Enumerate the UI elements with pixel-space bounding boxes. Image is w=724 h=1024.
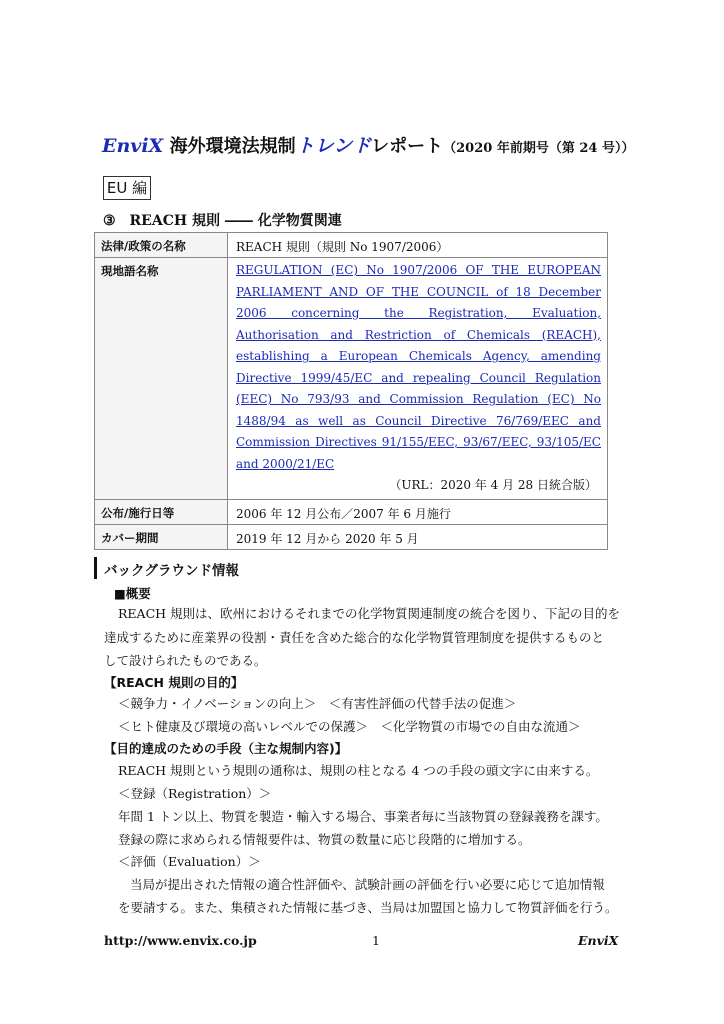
overview-line-2: 達成するために産業界の役割・責任を含めた総合的な化学物質管理制度を提供するものと	[104, 630, 605, 645]
means-line-7: を要請する。また、集積された情報に基づき、当局は加盟国と協力して物質評価を行う。	[118, 900, 618, 915]
footer-brand: EnviX	[578, 933, 619, 948]
regulation-info-table	[94, 232, 608, 550]
purpose-line-2: ＜ヒト健康及び環境の高いレベルでの保護＞ ＜化学物質の市場での自由な流通＞	[118, 719, 581, 734]
means-line-3: 年間 1 トン以上、物質を製造・輸入する場合、事業者毎に当該物質の登録義務を課す。	[118, 809, 608, 824]
row-label-local-name: 現地語名称	[95, 258, 228, 500]
row-value-coverage: 2019 年 12 月から 2020 年 5 月	[228, 525, 608, 550]
report-title	[102, 131, 634, 158]
row-value-dates: 2006 年 12 月公布／2007 年 6 月施行	[228, 500, 608, 525]
url-note: （URL：2020 年 4 月 28 日統合版）	[389, 478, 597, 492]
purpose-line-1: ＜競争力・イノベーションの向上＞ ＜有害性評価の代替手法の促進＞	[118, 696, 517, 711]
title-issue: （2020 年前期号（第 24 号））	[443, 141, 635, 156]
table-row	[95, 500, 608, 525]
means-line-2: ＜登録（Registration）＞	[118, 786, 272, 801]
means-line-5: ＜評価（Evaluation）＞	[118, 854, 261, 869]
table-row	[95, 233, 608, 258]
means-heading: 【目的達成のための手段（主な規制内容)】	[104, 741, 348, 756]
row-label-law-name: 法律/政策の名称	[95, 233, 228, 258]
title-brand: EnviX	[102, 135, 164, 157]
overview-line-3: して設けられたものである。	[104, 653, 267, 668]
footer-url[interactable]: http://www.envix.co.jp	[104, 933, 257, 948]
means-line-1: REACH 規則という規則の通称は、規則の柱となる 4 つの手段の頭文字に由来する。	[118, 763, 599, 778]
overview-line-1: REACH 規則は、欧州におけるそれまでの化学物質関連制度の統合を図り、下記の目的を	[118, 606, 621, 621]
regulation-link[interactable]: REGULATION (EC) No 1907/2006 OF THE EUROPEAN PARLIAMENT AND OF THE COUNCIL of 18 December 2006 concerning the Registration, Evaluation, Authorisation and Restriction of Chemicals (REACH), establishing a European Chemicals Agency, amending Directive 1999/45/EC and repealing Council Regulation (EEC) No 793/93 and Commission Regulation (EC) No 1488/94 as well as Council Directive 76/769/EEC and Commission Directives 91/155/EEC, 93/67/EEC, 93/105/EC and 2000/21/EC	[236, 263, 601, 471]
heading-bar	[94, 557, 97, 579]
region-label: EU 編	[103, 176, 151, 200]
section-heading: ③ REACH 規則 ―― 化学物質関連	[103, 213, 342, 229]
title-report: レポート	[371, 136, 444, 157]
overview-label: ■概要	[114, 586, 151, 601]
means-line-6: 当局が提出された情報の適合性評価や、試験計画の評価を行い必要に応じて追加情報	[130, 877, 605, 892]
table-row	[95, 525, 608, 550]
footer-page-number: 1	[372, 933, 380, 948]
row-value-law-name: REACH 規則（規則 No 1907/2006）	[228, 233, 608, 258]
row-label-dates: 公布/施行日等	[95, 500, 228, 525]
row-label-coverage: カバー期間	[95, 525, 228, 550]
purpose-heading: 【REACH 規則の目的】	[104, 675, 244, 690]
title-main: 海外環境法規制	[163, 136, 296, 157]
means-line-4: 登録の際に求められる情報要件は、物質の数量に応じ段階的に増加する。	[118, 832, 531, 847]
background-heading: バックグラウンド情報	[104, 563, 239, 579]
table-row	[95, 258, 608, 500]
title-trend: トレンド	[295, 135, 372, 157]
